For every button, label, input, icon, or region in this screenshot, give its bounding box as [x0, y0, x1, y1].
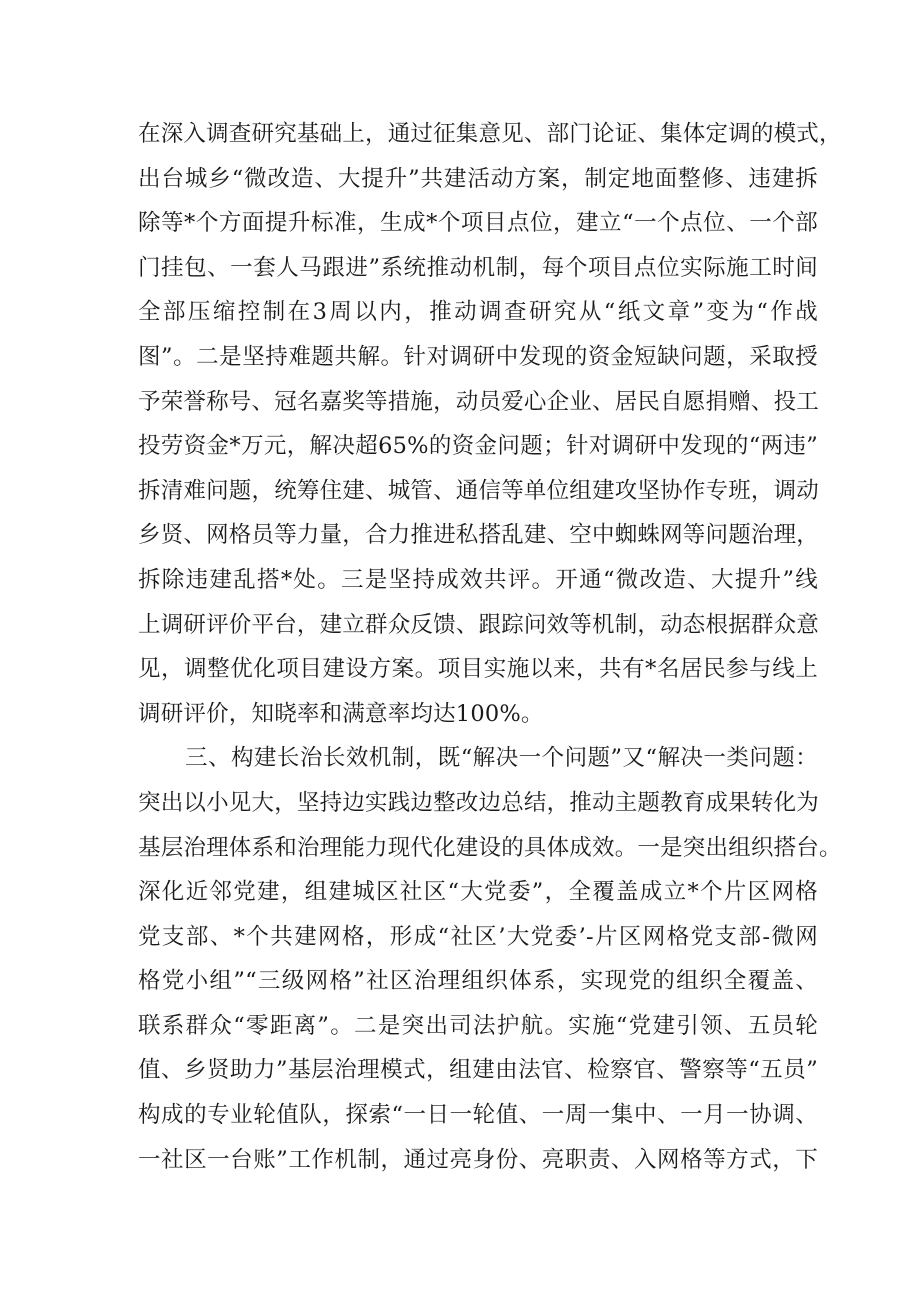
text-line: 深化近邻党建，组建城区社区“大党委”，全覆盖成立*个片区网格 [138, 879, 818, 906]
text-line: 全部压缩控制在3周以内，推动调查研究从“纸文章”变为“作战 [138, 299, 818, 326]
text-line: 基层治理体系和治理能力现代化建设的具体成效。一是突出组织搭台。 [138, 834, 842, 861]
text-line: 除等*个方面提升标准，生成*个项目点位，建立“一个点位、一个部 [138, 210, 818, 237]
text-line: 调研评价，知晓率和满意率均达100%。 [138, 700, 544, 727]
text-line: 乡贤、网格员等力量，合力推进私搭乱建、空中蜘蛛网等问题治理， [138, 522, 820, 549]
text-line: 予荣誉称号、冠名嘉奖等措施，动员爱心企业、居民自愿捐赠、投工 [138, 388, 820, 415]
text-line: 拆清难问题，统筹住建、城管、通信等单位组建攻坚协作专班，调动 [138, 477, 820, 504]
text-line: 党支部、*个共建网格，形成“社区’大党委’-片区网格党支部-微网 [138, 923, 818, 950]
text-line: 突出以小见大，坚持边实践边整改边总结，推动主题教育成果转化为 [138, 789, 820, 816]
text-line: 图”。二是坚持难题共解。针对调研中发现的资金短缺问题，采取授 [138, 343, 818, 370]
text-line: 门挂包、一套人马跟进”系统推动机制，每个项目点位实际施工时间 [138, 254, 818, 281]
paragraph [138, 736, 842, 1182]
text-line: 值、乡贤助力”基层治理模式，组建由法官、检察官、警察等“五员” [138, 1057, 818, 1084]
text-line: 投劳资金*万元，解决超65%的资金问题；针对调研中发现的“两违” [138, 433, 818, 460]
text-line: 格党小组”“三级网格”社区治理组织体系，实现党的组织全覆盖、 [138, 968, 818, 995]
text-line: 一社区一台账”工作机制，通过亮身份、亮职责、入网格等方式，下 [138, 1146, 818, 1173]
text-line: 出台城乡“微改造、大提升”共建活动方案，制定地面整修、违建拆 [138, 165, 818, 192]
text-line: 上调研评价平台，建立群众反馈、跟踪问效等机制，动态根据群众意 [138, 611, 820, 638]
text-line: 在深入调查研究基础上，通过征集意见、部门论证、集体定调的模式， [138, 121, 842, 147]
text-line: 拆除违建乱搭*处。三是坚持成效共评。开通“微改造、大提升”线 [138, 566, 818, 593]
text-line: 三、构建长治长效机制，既“解决一个问题”又“解决一类问题： [185, 745, 818, 772]
text-line: 联系群众“零距离”。二是突出司法护航。实施“党建引领、五员轮 [138, 1012, 818, 1039]
paragraph [138, 112, 842, 736]
document-body [138, 112, 842, 1182]
text-line: 见，调整优化项目建设方案。项目实施以来，共有*名居民参与线上 [138, 656, 818, 683]
text-line: 构成的专业轮值队，探索“一日一轮值、一周一集中、一月一协调、 [138, 1102, 818, 1129]
